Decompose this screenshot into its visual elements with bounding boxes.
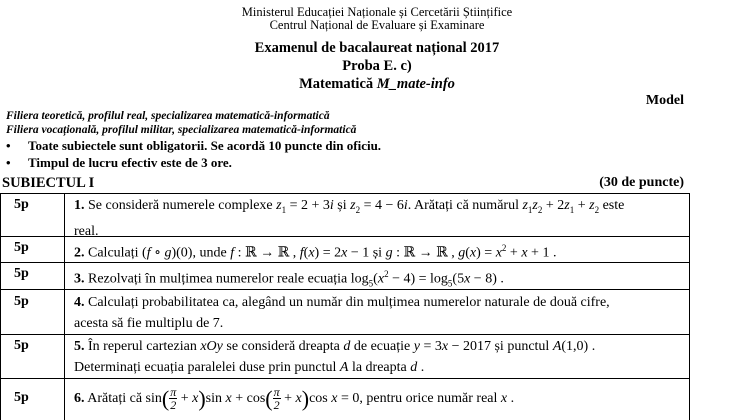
model-label: Model [645, 93, 684, 108]
item-points: 5p [14, 390, 29, 405]
question-text: se consideră dreapta [226, 339, 340, 354]
question-text: de ecuație [353, 339, 411, 354]
question-number: 1. [74, 198, 85, 213]
question-number: 4. [74, 295, 85, 310]
question-3: 3. Rezolvați în mulțimea numerelor reale ecuația $\log_5(x^2 - 4) = \log_5(5x - 8)$ . [74, 269, 504, 289]
subject-title [0, 76, 754, 93]
question-5: 5. În reperul cartezian xOy se consideră dreapta d de ecuație y = 3x − 2017 și punctul A(1,0) . Determinați ecuația paralelei duse prin punctul A la dreapta d . [74, 339, 596, 375]
question-text: În reperul cartezian [88, 339, 197, 354]
table-rule [0, 334, 690, 335]
question-text: și [372, 245, 383, 261]
question-text: Se consideră numerele complexe [88, 198, 273, 213]
item-points: 5p [14, 197, 29, 212]
question-number: 2. [74, 245, 85, 261]
item-points: 5p [14, 240, 29, 255]
question-text: este [602, 198, 625, 213]
question-text: Arătați că [87, 391, 143, 406]
table-border-right [689, 193, 690, 420]
probe-label: Proba E. c) [342, 58, 412, 74]
rule-text: Toate subiectele sunt obligatorii. Se acordă 10 puncte din oficiu. [28, 138, 382, 153]
question-text: , pentru orice număr real [359, 391, 498, 406]
question-6: 6. Arătați că sin( $\frac{\pi}{2}$ + x)sin x + cos( $\frac{\pi}{2}$ + x)cos x = 0, pentru orice număr real x . [74, 385, 515, 413]
filiera-line: Filiera vocațională, profilul militar, specializarea matematică-informatică [6, 124, 357, 136]
question-text: și [337, 198, 347, 213]
question-text: real. [74, 223, 99, 239]
question-text: Calculați [88, 245, 139, 261]
rule-item [6, 138, 381, 154]
question-number: 5. [74, 339, 85, 354]
exam-title: Examenul de bacalaureat național 2017 [254, 40, 500, 56]
rule-item [6, 155, 232, 171]
item-points: 5p [14, 266, 29, 281]
table-border-left [0, 193, 1, 420]
ministry-name: Ministerul Educației Naționale și Cercetării Științifice [241, 5, 513, 19]
question-text: la dreapta [351, 360, 407, 375]
question-text: . Arătați că numărul [407, 198, 519, 213]
question-number: 3. [74, 271, 85, 287]
table-column-divider [64, 193, 65, 420]
question-2: 2. Calculați (f ∘ g)(0), unde f : ℝ → ℝ , f(x) = 2x − 1 și g : ℝ → ℝ , $g(x) = x^2 + x + 1$ . [74, 243, 557, 261]
question-text: și punctul [494, 339, 550, 354]
bullet-icon: • [6, 155, 11, 170]
table-rule [0, 378, 690, 379]
section-title: SUBIECTUL I [2, 175, 95, 191]
subject-prefix: Matematică [299, 76, 374, 92]
question-text: , unde [192, 245, 227, 261]
question-1: 1. Se consideră numerele complexe $z_1 = 2 + 3i$ și $z_2 = 4 - 6i$. Arătați că numărul $z_1z_2 + 2z_1 + z_2$ este real. [74, 198, 625, 239]
question-text: acesta să fie multiplu de 7. [74, 316, 224, 331]
table-rule [0, 193, 690, 194]
item-points: 5p [14, 338, 29, 353]
question-text: Calculați probabilitatea ca, alegând un număr din mulțimea numerelor naturale de două cifre, [88, 295, 610, 310]
question-text: Determinați ecuația paralelei duse prin punctul [74, 360, 337, 375]
question-text: Rezolvați în mulțimea numerelor reale ecuația [88, 271, 348, 287]
item-points: 5p [14, 294, 29, 309]
filiera-line: Filiera teoretică, profilul real, specializarea matematică-informatică [6, 110, 330, 122]
question-number: 6. [74, 391, 85, 406]
section-points: (30 de puncte) [599, 175, 684, 190]
question-4 [74, 292, 684, 334]
evaluation-center: Centrul Național de Evaluare și Examinare [269, 18, 485, 32]
rule-text: Timpul de lucru efectiv este de 3 ore. [28, 155, 232, 170]
bullet-icon: • [6, 138, 11, 153]
subject-name: M_mate-info [376, 76, 455, 92]
